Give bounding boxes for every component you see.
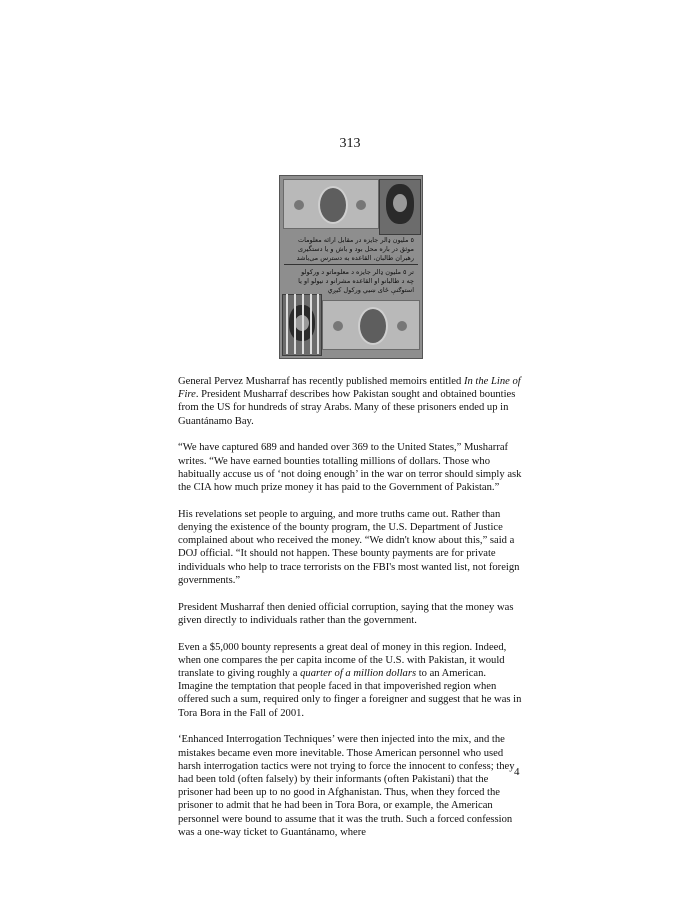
paragraph-text: to an American. Imagine the temptation that people faced in that impoverished region when offered such a sum, required only to finger a foreigner and suggest that he was in Tora Bora in the Fall of 2001. — [178, 668, 522, 719]
body-text — [178, 375, 523, 853]
dollar-bill-top — [283, 179, 379, 229]
leaflet-divider — [284, 264, 418, 265]
leaflet-script-top: ٥ ملیون ډالر جايزه در مقابل ارائه معلومات موثق در باره محل بود و باش و یا دستگیری رهبران طالبان، القاعده به دسترس می‌باشد — [296, 236, 414, 262]
page-number-top: 313 — [339, 136, 361, 151]
italic-text: In the Line of Fire — [178, 376, 521, 401]
paragraph-text: . President Musharraf describes how Pakistan sought and obtained bounties from the US for hundreds of stray Arabs. Many of these prisoners ended up in Guantánamo Bay. — [178, 389, 516, 427]
paragraph — [178, 508, 523, 587]
paragraph — [178, 641, 523, 720]
paragraph-text: “We have captured 689 and handed over 369 to the United States,” Musharraf writes. “We have earned bounties totalling millions of dollars. Those who habitually accuse us of ‘not doing enough’ in the war on terror should simply ask the CIA how much prize money it has paid to the Government of Pakistan.” — [178, 442, 522, 494]
paragraph — [178, 601, 523, 627]
italic-text: quarter of a million dollars — [300, 668, 417, 680]
paragraph — [178, 441, 523, 494]
paragraph — [178, 375, 523, 428]
leaflet-script-bottom: تر ٥ ملیون ډالر جایزه د معلوماتو د ورکولو چه د طالبانو او القاعده مشرانو د نیولو او یا استوګنې ځای ښيي ورکول کيږي — [298, 268, 414, 294]
paragraph-text: President Musharraf then denied official corruption, saying that the money was given directly to individuals rather than the government. — [178, 601, 514, 626]
paragraph-text: His revelations set people to arguing, and more truths came out. Rather than denying the existence of the bounty program, the U.S. Department of Justice complained about who received the money. “We didn't know about this,” said a DOJ official. “It should not happen. These bounty payments are for private individuals who help to trace terrorists on the FBI's most wanted list, not foreign governments.” — [178, 508, 520, 586]
page-number-bottom: 4 — [514, 766, 520, 778]
prison-bars — [282, 294, 320, 354]
bounty-leaflet-image — [279, 175, 423, 359]
paragraph-text: General Pervez Musharraf has recently published memoirs entitled — [178, 376, 464, 387]
portrait-top — [379, 179, 421, 235]
dollar-bill-bottom — [322, 300, 420, 350]
paragraph-text: Even a $5,000 bounty represents a great deal of money in this region. Indeed, when one compares the per capita income of the U.S. with Pakistan, it would translate to giving roughly a — [178, 641, 507, 680]
paragraph-text: ‘Enhanced Interrogation Techniques’ were then injected into the mix, and the mistakes became even more inevitable. Those American personnel who used harsh interrogation tactics were not trying to force the innocent to confess; they had been told (often falsely) by their informants (often Pakistani) that the prisoner had been up to no good in Afghanistan. Thus, when they forced the prisoner to admit that he had been in Tora Bora, or example, the American personnel were bound to assume that it was the truth. Such a forced confession was a one-way ticket to Guantánamo, where — [178, 734, 515, 838]
paragraph — [178, 733, 523, 839]
